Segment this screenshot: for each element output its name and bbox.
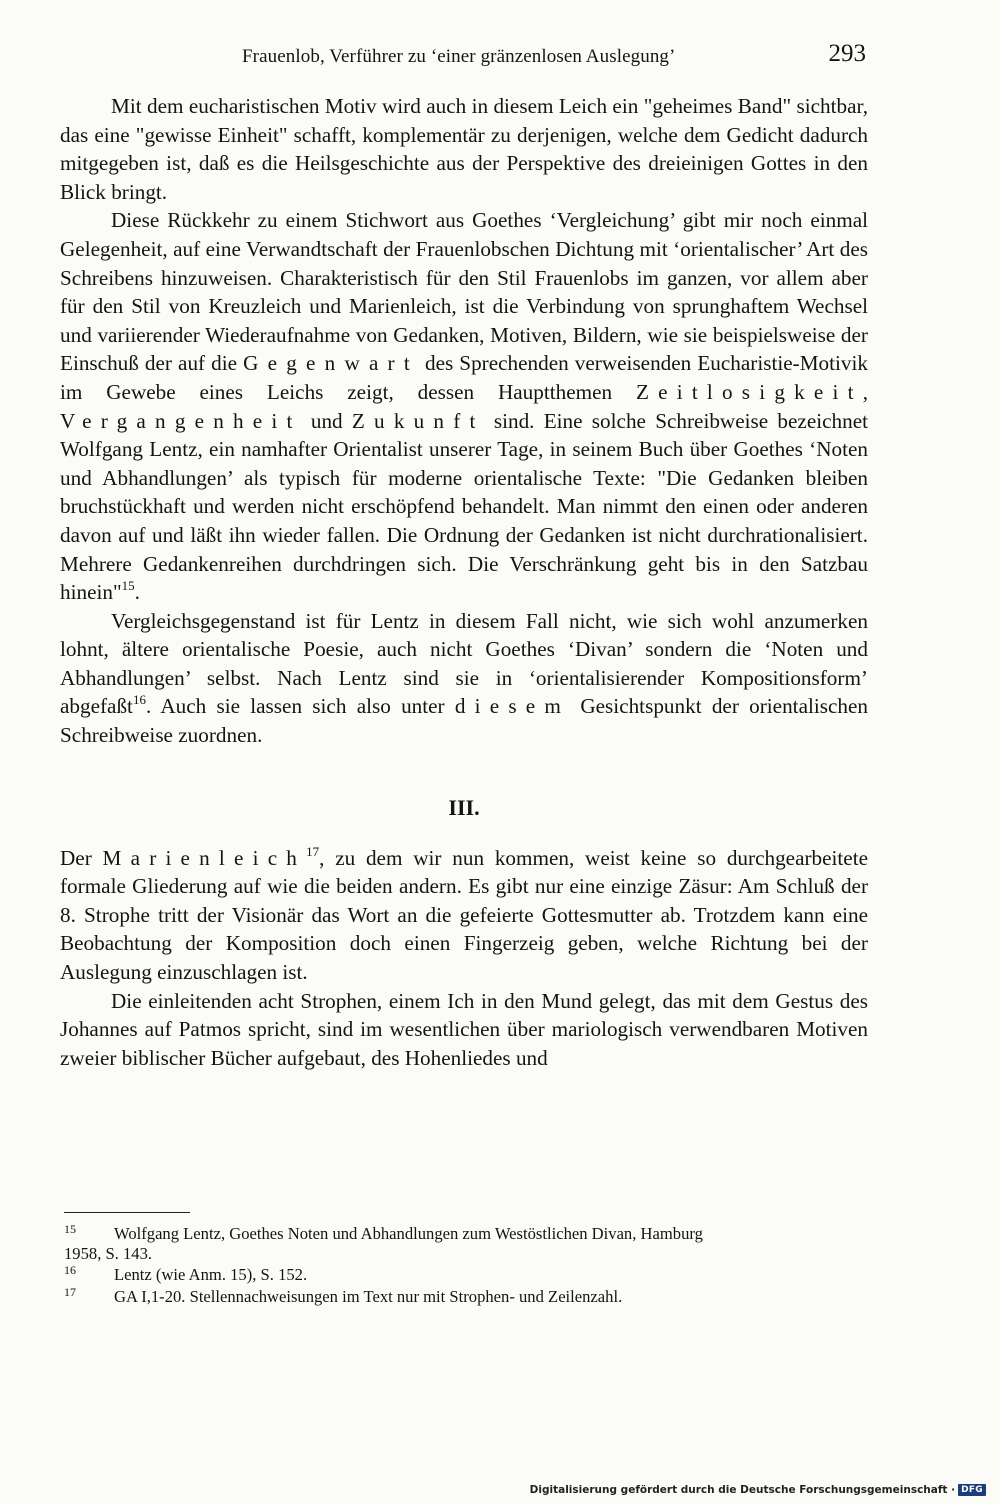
paragraph-5: Die einleitenden acht Strophen, einem Ich in den Mund gelegt, das mit dem Gestus des Johannes auf Patmos spricht, sind im wesentlichen über mariologisch verwendbaren Motiven zweier biblischer Bücher aufgebaut, des Hohenliedes und [60,988,868,1070]
spaced-term-gegenwart: Gegenwart [243,351,419,376]
paragraph-1: Mit dem eucharistischen Motiv wird auch in diesem Leich ein "geheimes Band" sichtbar, das eine "gewisse Einheit" schafft, komplementär zu derjenigen, welche dem Gedicht dadurch mitgegeben ist, daß es die Heilsgeschichte aus der Perspektive des dreieinigen Gottes in den Blick bringt. [60,94,868,204]
paragraph-3: Vergleichsgegenstand ist für Lentz in diesem Fall nicht, wie sich wohl anzumerken lohnt, ältere orientalische Poesie, auch nicht Goethes ‘Divan’ sondern die ‘Noten und Abhandlungen’ selbst. Nach Lentz sind sie in ‘orientalisierender Kompositionsform’ abgefaßt$^{16}$. Auch sie lassen sich also unter diesem Gesichtspunkt der orientalischen Schreibweise zuordnen. [60,608,868,748]
funding-credit-text: Digitalisierung gefördert durch die Deutsche Forschungsgemeinschaft · [529,1484,956,1496]
footnote-15 [64,1224,870,1264]
spaced-term-diesem: diesem [454,694,571,719]
footnote-ref-15[interactable]: 15 [121,578,135,594]
spaced-term-vergangenheit: Vergangenheit [60,408,302,433]
footnote-16 [64,1265,870,1285]
footnote-number: 16 [64,1263,76,1278]
footnote-text-continued: 1958, S. 143. [64,1244,153,1264]
footnote-number: 17 [64,1284,76,1299]
running-title: Frauenlob, Verführer zu ‘einer gränzenlosen Auslegung’ [242,46,676,67]
footnote-separator [64,1212,190,1213]
footnote-text: Wolfgang Lentz, Goethes Noten und Abhandlungen zum Westöstlichen Divan, Hamburg [114,1224,703,1243]
paragraph-2: Diese Rückkehr zu einem Stichwort aus Goethes ‘Vergleichung’ gibt mir noch einmal Gelegenheit, auf eine Verwandtschaft der Frauenlobschen Dichtung mit ‘orientalischer’ Art des Schreibens hinzuweisen. Charakteristisch für den Stil Frauenlobs im ganzen, vor allem aber für den Stil von Kreuzleich und Marienleich, ist die Verbindung von sprunghaftem Wechsel und variierender Wiederaufnahme von Gedanken, Motiven, Bildern, wie sie beispielsweise der Einschuß der auf die Gegenwart des Sprechenden verweisenden Eucharistie-Motivik im Gewebe eines Leichs zeigt, dessen Hauptthemen Zeitlosigkeit, Vergangenheit und Zukunft sind. Eine solche Schreibweise bezeichnet Wolfgang Lentz, ein namhafter Orientalist unserer Tage, in seinem Buch über Goethes ‘Noten und Abhandlungen’ als typisch für moderne orientalische Texte: "Die Gedanken bleiben bruchstückhaft und werden nicht erschöpfend behandelt. Man nimmt den einen oder anderen davon auf und läßt ihn wieder fallen. Die Ordnung der Gedanken ist nicht durchrationalisiert. Mehrere Gedankenreihen durchdringen sich. Die Verschränkung geht bis in den Satzbau hinein"$^{15}$. [60,208,869,605]
page-number: 293 [828,40,866,67]
funding-credit [530,1484,986,1496]
footnote-text: Lentz (wie Anm. 15), S. 152. [114,1265,308,1285]
spaced-term-zeitlosigkeit: Zeitlosigkeit [636,379,863,404]
spaced-term-zukunft: Zukunft [351,408,485,433]
footnote-17 [64,1284,870,1307]
footnote-text: GA I,1-20. Stellennachweisungen im Text nur mit Strophen- und Zeilenzahl. [114,1286,623,1306]
footnotes [64,1224,870,1308]
spaced-term-marienleich: Marienleich [102,845,307,870]
running-header [64,38,866,74]
footnote-number: 15 [64,1222,76,1236]
section-heading: III. [448,794,480,820]
footnote-ref-17[interactable]: 17 [306,843,320,859]
footnote-ref-16[interactable]: 16 [132,692,146,708]
main-text [60,92,868,1072]
paragraph-4: Der Marienleich$^{17}$, zu dem wir nun kommen, weist keine so durchgearbeitete formale Gliederung auf wie die beiden andern. Es gibt nur eine einzige Zäsur: Am Schluß der 8. Strophe tritt der Visionär das Wort an die gefeierte Gottesmutter ab. Trotzdem kann eine Beobachtung der Komposition doch einen Fingerzeig geben, welche Richtung bei der Auslegung einzuschlagen ist. [60,843,868,985]
dfg-logo[interactable]: DFG [958,1484,986,1496]
